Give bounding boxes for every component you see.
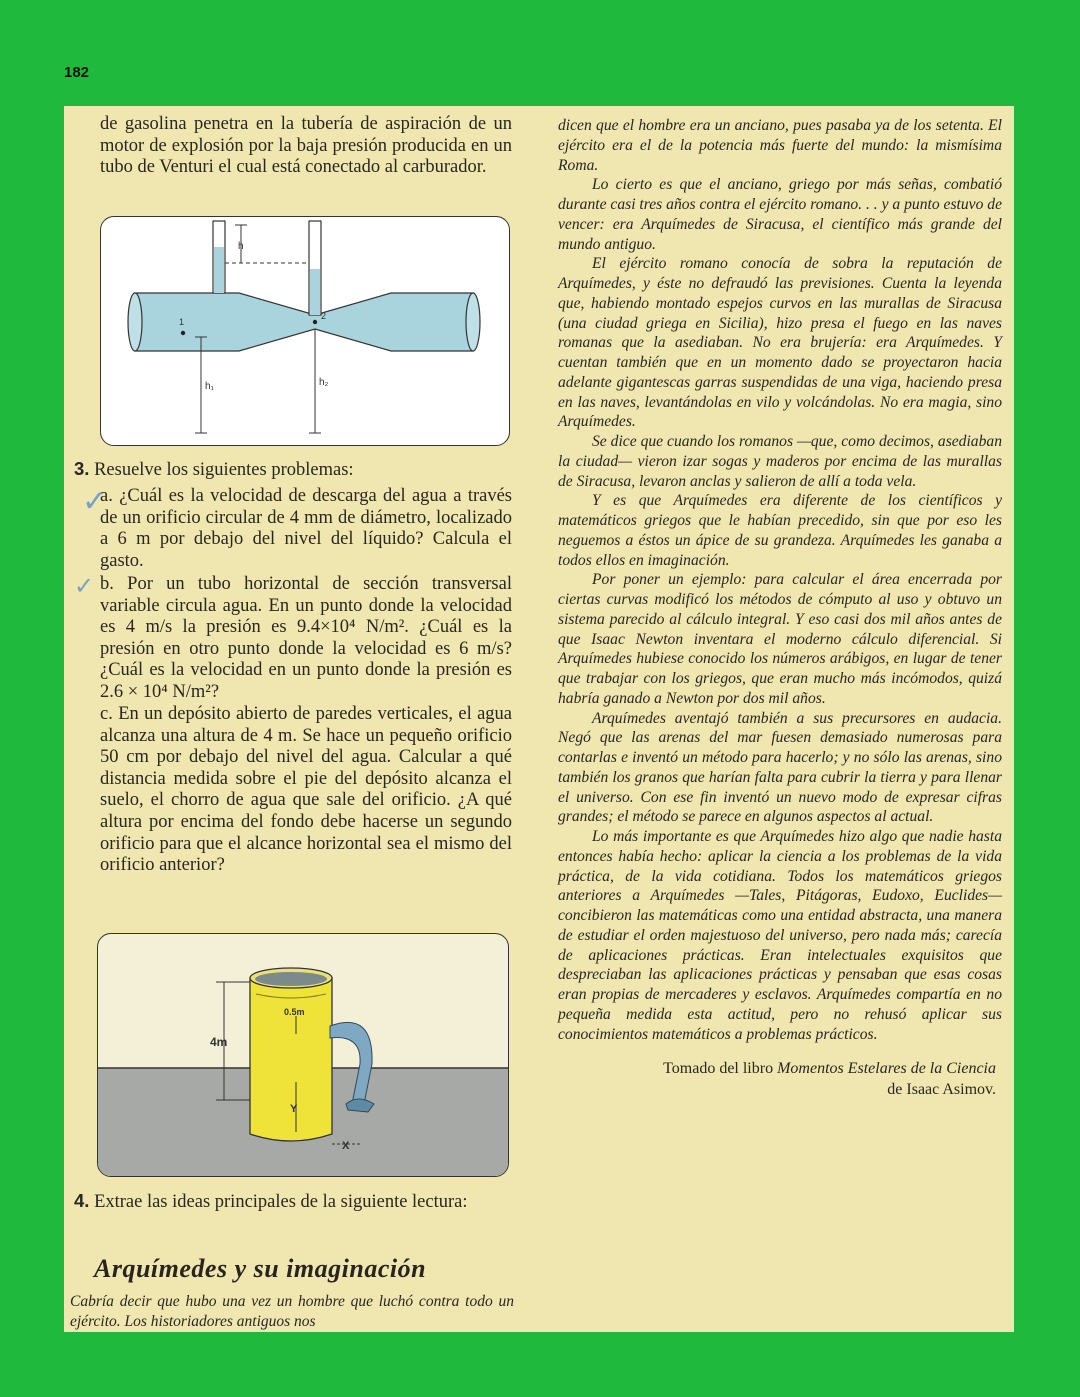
problem-a: a. ¿Cuál es la velocidad de descarga del agua a través de un orificio circular de 4 mm de diámetro, localizado a 6 m por debajo del nivel del líquido? Calcula el gasto. <box>100 486 512 571</box>
reading-paragraph: El ejército romano conocía de sobra la reputación de Arquímedes, y éste no defraudó las previsiones. Cuenta la leyenda que, habiendo montado espejos curvos en las murallas de Siracusa (una ciudad griega en Sicilia), hizo presa el fuego en las naves romanas que la asediaban. No era brujería: era Arquímedes. Y cuentan también que en un momento dado se proyectaron hacia adelante gigantescas garras suspendidas de una viga, haciendo presa en las naves, levantándolas en vilo y volcándolas. No era magia, sino Arquímedes. <box>558 255 1002 431</box>
source-prefix: Tomado del libro <box>663 1060 774 1078</box>
page-number: 182 <box>64 64 90 81</box>
point-2-marker <box>313 320 317 324</box>
intro-paragraph: de gasolina penetra en la tubería de aspiración de un motor de explosión por la baja presión producida en un tubo de Venturi el cual está conectado al carburador. <box>100 114 512 177</box>
point-1-marker <box>181 331 185 335</box>
h1-label: h₁ <box>205 381 214 392</box>
reading-title: Arquímedes y su imaginación <box>94 1254 427 1283</box>
source-title: Momentos Estelares de la Ciencia <box>777 1060 996 1078</box>
problem-b: b. Por un tubo horizontal de sección transversal variable circula agua. En un punto donde la velocidad es 4 m/s la presión es 9.4×10⁴ N/m². ¿Cuál es la presión en otro punto donde la velocidad es 6 m/s? ¿Cuál es la velocidad en un punto donde la presión es 2.6 × 10⁴ N/m²? <box>100 574 512 702</box>
question-3-heading <box>74 458 514 481</box>
checkmark-b-icon: ✓ <box>74 572 95 600</box>
source-citation <box>558 1058 1002 1100</box>
reading-paragraph: Por poner un ejemplo: para calcular el área encerrada por ciertas curvas modificó los métodos de cómputo al uso y obtuvo un sistema parecido al cálculo integral. Y eso casi dos mil años antes de que Isaac Newton inventara el moderno cálculo diferencial. Si Arquímedes hubiese conocido los números arábigos, en lugar de tener que trabajar con los griegos, que eran mucho más incómodos, quizá habría ganado a Newton por dos mil años. <box>558 571 1002 707</box>
height-label: 4m <box>210 1035 228 1049</box>
reading-paragraph: Arquímedes aventajó también a sus precursores en audacia. Negó que las arenas del mar fuesen demasiado numerosas para contarlas e inventó un método para hacerlo; y no sólo las arenas, sino también los granos que harían falta para cubrir la tierra y para llenar el universo. Con ese fin inventó un nuevo modo de expresar cifras grandes; el método se parece en algunos aspectos al actual. <box>558 709 1002 826</box>
reading-start: Cabría decir que hubo una vez un hombre que luchó contra todo un ejército. Los historiadores antiguos nos <box>70 1293 514 1330</box>
reading-paragraph: Lo cierto es que el anciano, griego por más señas, combatió durante casi tres años contra el ejército romano. . . y a punto estuvo de vencer: era Arquímedes de Siracusa, el científico más grande del mundo antiguo. <box>558 176 1002 253</box>
venturi-figure <box>100 216 510 446</box>
reading-paragraph: Y es que Arquímedes era diferente de los científicos y matemáticos griegos que le habían precedido, sin que por eso les neguemos a éstos un ápice de su grandeza. Arquímedes les ganaba a todos ellos en imaginación. <box>558 492 1002 569</box>
book-page <box>64 106 1014 1332</box>
question-3-text: Resuelve los siguientes problemas: <box>94 460 354 480</box>
h-label: h <box>238 241 244 252</box>
left-column <box>64 106 534 1332</box>
h2-label: h₂ <box>319 377 329 388</box>
y-label: Y <box>290 1103 298 1115</box>
point-1-label: 1 <box>179 317 185 327</box>
source-author: de Isaac Asimov. <box>887 1081 996 1099</box>
question-4 <box>74 1190 514 1214</box>
x-label: X <box>342 1140 350 1152</box>
question-4-number: 4. <box>74 1190 90 1211</box>
problem-c: c. En un depósito abierto de paredes verticales, el agua alcanza una altura de 4 m. Se hace un pequeño orificio 50 cm por debajo del nivel del agua. Calcular a qué distancia medida sobre el pie del depósito alcanza el suelo, el chorro de agua que sale del orificio. ¿A qué altura por encima del fondo debe hacerse un segundo orificio para que el alcance horizontal sea el mismo del orificio anterior? <box>100 704 512 876</box>
right-column <box>558 116 1002 1100</box>
venturi-diagram <box>101 217 509 445</box>
depth-label: 0.5m <box>284 1007 305 1017</box>
reading-paragraph: Lo más importante es que Arquímedes hizo algo que nadie hasta entonces había hecho: aplicar la ciencia a los problemas de la vida práctica, de la vida cotidiana. Todos los matemáticos griegos anteriores a Arquímedes —Tales, Pitágoras, Eudoxo, Euclides— concibieron las matemáticas como una entidad abstracta, una manera de estudiar el orden majestuoso del universo, pero nada más; carecía de aplicaciones prácticas. Eran intelectuales exquisitos que despreciaban las aplicaciones prácticas y pensaban que esas cosas eran propias de mercaderes y esclavos. Arquímedes compartía en no pequeña medida esta actitud, pero no rehusó aplicar sus conocimientos matemáticos a problemas prácticos. <box>558 828 1002 1043</box>
point-2-label: 2 <box>321 311 327 321</box>
reading-paragraph: dicen que el hombre era un anciano, pues pasaba ya de los setenta. El ejército era el de la potencia más fuerte del mundo: la mismísima Roma. <box>558 117 1002 174</box>
question-3-number: 3. <box>74 458 90 479</box>
tank-figure <box>97 933 509 1177</box>
checkmark-a-icon: ✓ <box>82 484 108 519</box>
tank-diagram <box>98 934 508 1176</box>
reading-body <box>558 116 1002 1044</box>
reading-paragraph: Se dice que cuando los romanos —que, como decimos, asediaban la ciudad— vieron izar sogas y maderos por encima de las murallas de Siracusa, levaron anclas y salieron de allí a toda vela. <box>558 433 1002 490</box>
question-4-text: Extrae las ideas principales de la siguiente lectura: <box>94 1192 468 1212</box>
